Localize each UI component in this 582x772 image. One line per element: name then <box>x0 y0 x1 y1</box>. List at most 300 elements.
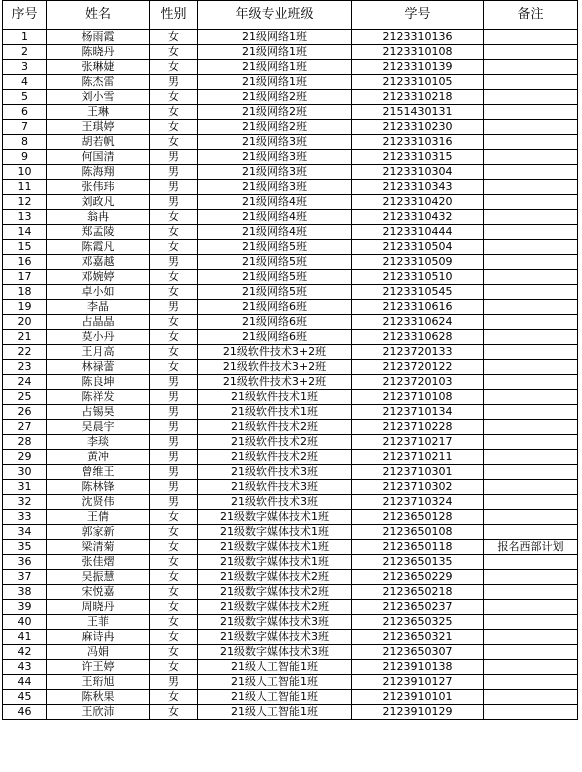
cell-seq: 31 <box>3 480 47 495</box>
cell-class: 21级网络1班 <box>198 60 352 75</box>
cell-note <box>484 180 578 195</box>
cell-student-id: 2123710108 <box>352 390 484 405</box>
table-row <box>3 360 578 375</box>
cell-name: 李晶 <box>47 300 150 315</box>
table-row <box>3 540 578 555</box>
cell-student-id: 2123310420 <box>352 195 484 210</box>
cell-name: 王琪婷 <box>47 120 150 135</box>
cell-seq: 21 <box>3 330 47 345</box>
table-row <box>3 645 578 660</box>
cell-student-id: 2123310509 <box>352 255 484 270</box>
cell-student-id: 2123650237 <box>352 600 484 615</box>
cell-student-id: 2123310510 <box>352 270 484 285</box>
cell-class: 21级数字媒体技术1班 <box>198 555 352 570</box>
table-row <box>3 435 578 450</box>
cell-seq: 23 <box>3 360 47 375</box>
cell-name: 李琰 <box>47 435 150 450</box>
cell-seq: 36 <box>3 555 47 570</box>
cell-seq: 13 <box>3 210 47 225</box>
table-row <box>3 690 578 705</box>
cell-name: 王月高 <box>47 345 150 360</box>
cell-gender: 女 <box>150 630 198 645</box>
table-row <box>3 420 578 435</box>
cell-class: 21级网络2班 <box>198 120 352 135</box>
cell-note <box>484 570 578 585</box>
cell-note <box>484 420 578 435</box>
cell-name: 陈杰雷 <box>47 75 150 90</box>
cell-class: 21级人工智能1班 <box>198 705 352 720</box>
cell-student-id: 2123710228 <box>352 420 484 435</box>
cell-name: 陈霞凡 <box>47 240 150 255</box>
cell-class: 21级网络1班 <box>198 75 352 90</box>
cell-class: 21级网络6班 <box>198 300 352 315</box>
cell-gender: 男 <box>150 435 198 450</box>
cell-seq: 37 <box>3 570 47 585</box>
header-class: 年级专业班级 <box>198 1 352 30</box>
cell-student-id: 2123650229 <box>352 570 484 585</box>
cell-name: 邓婉婷 <box>47 270 150 285</box>
cell-gender: 男 <box>150 150 198 165</box>
cell-note <box>484 195 578 210</box>
cell-student-id: 2123910127 <box>352 675 484 690</box>
table-row <box>3 375 578 390</box>
cell-gender: 女 <box>150 645 198 660</box>
cell-note <box>484 225 578 240</box>
cell-student-id: 2123710217 <box>352 435 484 450</box>
cell-student-id: 2123710302 <box>352 480 484 495</box>
cell-student-id: 2123650135 <box>352 555 484 570</box>
cell-note <box>484 75 578 90</box>
cell-class: 21级网络3班 <box>198 135 352 150</box>
cell-seq: 45 <box>3 690 47 705</box>
cell-name: 王珩旭 <box>47 675 150 690</box>
cell-name: 陈秋果 <box>47 690 150 705</box>
cell-class: 21级网络4班 <box>198 195 352 210</box>
cell-gender: 女 <box>150 540 198 555</box>
cell-class: 21级人工智能1班 <box>198 660 352 675</box>
cell-class: 21级网络3班 <box>198 180 352 195</box>
cell-student-id: 2123310343 <box>352 180 484 195</box>
cell-seq: 20 <box>3 315 47 330</box>
cell-name: 杨雨霞 <box>47 30 150 45</box>
cell-seq: 11 <box>3 180 47 195</box>
cell-class: 21级数字媒体技术2班 <box>198 570 352 585</box>
table-row <box>3 390 578 405</box>
cell-gender: 女 <box>150 330 198 345</box>
table-row <box>3 345 578 360</box>
cell-seq: 15 <box>3 240 47 255</box>
cell-class: 21级数字媒体技术3班 <box>198 630 352 645</box>
table-row <box>3 660 578 675</box>
cell-student-id: 2123650108 <box>352 525 484 540</box>
cell-gender: 女 <box>150 510 198 525</box>
cell-note <box>484 630 578 645</box>
table-row <box>3 60 578 75</box>
cell-class: 21级网络5班 <box>198 240 352 255</box>
cell-note <box>484 555 578 570</box>
cell-seq: 10 <box>3 165 47 180</box>
cell-seq: 4 <box>3 75 47 90</box>
cell-class: 21级数字媒体技术3班 <box>198 645 352 660</box>
cell-class: 21级数字媒体技术2班 <box>198 600 352 615</box>
cell-seq: 32 <box>3 495 47 510</box>
table-row <box>3 300 578 315</box>
cell-gender: 女 <box>150 105 198 120</box>
cell-seq: 44 <box>3 675 47 690</box>
cell-note <box>484 315 578 330</box>
cell-note <box>484 360 578 375</box>
cell-note <box>484 510 578 525</box>
cell-name: 郭家新 <box>47 525 150 540</box>
cell-student-id: 2123310230 <box>352 120 484 135</box>
header-name: 姓名 <box>47 1 150 30</box>
table-row <box>3 615 578 630</box>
cell-note <box>484 270 578 285</box>
cell-name: 陈良坤 <box>47 375 150 390</box>
cell-student-id: 2123310616 <box>352 300 484 315</box>
table-row <box>3 450 578 465</box>
cell-gender: 女 <box>150 555 198 570</box>
cell-note <box>484 405 578 420</box>
cell-class: 21级软件技术2班 <box>198 435 352 450</box>
cell-student-id: 2123710301 <box>352 465 484 480</box>
cell-gender: 女 <box>150 705 198 720</box>
cell-note <box>484 690 578 705</box>
cell-gender: 男 <box>150 165 198 180</box>
cell-note <box>484 165 578 180</box>
cell-student-id: 2123310105 <box>352 75 484 90</box>
table-row <box>3 285 578 300</box>
cell-class: 21级网络1班 <box>198 45 352 60</box>
cell-class: 21级数字媒体技术2班 <box>198 585 352 600</box>
cell-class: 21级网络5班 <box>198 270 352 285</box>
cell-name: 陈林锋 <box>47 480 150 495</box>
cell-gender: 女 <box>150 585 198 600</box>
cell-name: 卓小如 <box>47 285 150 300</box>
cell-seq: 12 <box>3 195 47 210</box>
cell-class: 21级网络5班 <box>198 285 352 300</box>
cell-note <box>484 60 578 75</box>
cell-note <box>484 255 578 270</box>
header-note: 备注 <box>484 1 578 30</box>
cell-note <box>484 240 578 255</box>
cell-class: 21级网络5班 <box>198 255 352 270</box>
table-row <box>3 240 578 255</box>
cell-note <box>484 705 578 720</box>
table-row <box>3 150 578 165</box>
cell-note <box>484 600 578 615</box>
table-row <box>3 315 578 330</box>
cell-class: 21级网络6班 <box>198 315 352 330</box>
cell-seq: 41 <box>3 630 47 645</box>
cell-seq: 34 <box>3 525 47 540</box>
cell-name: 王琳 <box>47 105 150 120</box>
cell-gender: 男 <box>150 450 198 465</box>
cell-class: 21级软件技术2班 <box>198 420 352 435</box>
cell-seq: 46 <box>3 705 47 720</box>
cell-class: 21级软件技术3+2班 <box>198 375 352 390</box>
table-row <box>3 105 578 120</box>
cell-class: 21级软件技术3+2班 <box>198 360 352 375</box>
cell-class: 21级数字媒体技术1班 <box>198 510 352 525</box>
cell-note <box>484 390 578 405</box>
cell-seq: 3 <box>3 60 47 75</box>
cell-note <box>484 465 578 480</box>
cell-student-id: 2123910101 <box>352 690 484 705</box>
cell-gender: 女 <box>150 60 198 75</box>
cell-note <box>484 375 578 390</box>
table-row <box>3 405 578 420</box>
cell-student-id: 2123310108 <box>352 45 484 60</box>
cell-name: 张琳婕 <box>47 60 150 75</box>
table-row <box>3 30 578 45</box>
cell-gender: 女 <box>150 120 198 135</box>
cell-student-id: 2123720133 <box>352 345 484 360</box>
table-row <box>3 630 578 645</box>
cell-name: 吴晨宇 <box>47 420 150 435</box>
table-row <box>3 585 578 600</box>
cell-student-id: 2123310304 <box>352 165 484 180</box>
cell-name: 张伟玮 <box>47 180 150 195</box>
cell-seq: 33 <box>3 510 47 525</box>
cell-gender: 女 <box>150 285 198 300</box>
cell-student-id: 2151430131 <box>352 105 484 120</box>
cell-note <box>484 585 578 600</box>
table-row <box>3 210 578 225</box>
cell-class: 21级人工智能1班 <box>198 690 352 705</box>
cell-class: 21级软件技术1班 <box>198 405 352 420</box>
cell-note <box>484 660 578 675</box>
cell-seq: 1 <box>3 30 47 45</box>
cell-gender: 女 <box>150 690 198 705</box>
cell-note <box>484 645 578 660</box>
cell-name: 陈晓丹 <box>47 45 150 60</box>
cell-name: 宋悦嘉 <box>47 585 150 600</box>
cell-class: 21级网络4班 <box>198 225 352 240</box>
cell-class: 21级软件技术3班 <box>198 495 352 510</box>
table-body <box>3 30 578 720</box>
cell-seq: 19 <box>3 300 47 315</box>
cell-note: 报名西部计划 <box>484 540 578 555</box>
cell-student-id: 2123310315 <box>352 150 484 165</box>
cell-student-id: 2123310624 <box>352 315 484 330</box>
cell-note <box>484 480 578 495</box>
cell-seq: 22 <box>3 345 47 360</box>
cell-student-id: 2123710211 <box>352 450 484 465</box>
cell-seq: 43 <box>3 660 47 675</box>
cell-class: 21级网络4班 <box>198 210 352 225</box>
cell-name: 占锡昊 <box>47 405 150 420</box>
cell-seq: 30 <box>3 465 47 480</box>
cell-name: 翁冉 <box>47 210 150 225</box>
cell-gender: 男 <box>150 300 198 315</box>
table-row <box>3 90 578 105</box>
cell-seq: 26 <box>3 405 47 420</box>
cell-note <box>484 345 578 360</box>
cell-student-id: 2123310504 <box>352 240 484 255</box>
cell-class: 21级软件技术2班 <box>198 450 352 465</box>
cell-gender: 女 <box>150 210 198 225</box>
table-row <box>3 480 578 495</box>
cell-gender: 男 <box>150 480 198 495</box>
cell-gender: 女 <box>150 525 198 540</box>
cell-gender: 女 <box>150 315 198 330</box>
cell-note <box>484 30 578 45</box>
cell-seq: 7 <box>3 120 47 135</box>
cell-student-id: 2123310545 <box>352 285 484 300</box>
cell-gender: 男 <box>150 75 198 90</box>
cell-gender: 男 <box>150 465 198 480</box>
cell-note <box>484 435 578 450</box>
cell-student-id: 2123720103 <box>352 375 484 390</box>
cell-name: 冯娟 <box>47 645 150 660</box>
cell-name: 刘政凡 <box>47 195 150 210</box>
table-row <box>3 510 578 525</box>
table-row <box>3 465 578 480</box>
table-row <box>3 120 578 135</box>
cell-seq: 16 <box>3 255 47 270</box>
cell-name: 陈祥发 <box>47 390 150 405</box>
cell-seq: 5 <box>3 90 47 105</box>
cell-student-id: 2123650321 <box>352 630 484 645</box>
cell-name: 沈贤伟 <box>47 495 150 510</box>
cell-class: 21级软件技术3班 <box>198 480 352 495</box>
table-row <box>3 675 578 690</box>
table-row <box>3 270 578 285</box>
cell-gender: 男 <box>150 180 198 195</box>
cell-seq: 27 <box>3 420 47 435</box>
cell-seq: 9 <box>3 150 47 165</box>
cell-seq: 6 <box>3 105 47 120</box>
cell-gender: 男 <box>150 495 198 510</box>
cell-name: 王欣沛 <box>47 705 150 720</box>
cell-gender: 女 <box>150 240 198 255</box>
cell-name: 邓嘉越 <box>47 255 150 270</box>
cell-class: 21级网络3班 <box>198 165 352 180</box>
cell-class: 21级网络2班 <box>198 105 352 120</box>
cell-seq: 28 <box>3 435 47 450</box>
cell-name: 郑孟陵 <box>47 225 150 240</box>
cell-name: 胡若帆 <box>47 135 150 150</box>
cell-gender: 男 <box>150 195 198 210</box>
cell-seq: 29 <box>3 450 47 465</box>
cell-class: 21级数字媒体技术1班 <box>198 525 352 540</box>
cell-name: 占晶晶 <box>47 315 150 330</box>
cell-name: 王倩 <box>47 510 150 525</box>
table-row <box>3 555 578 570</box>
cell-note <box>484 330 578 345</box>
cell-gender: 女 <box>150 45 198 60</box>
header-gender: 性别 <box>150 1 198 30</box>
cell-class: 21级人工智能1班 <box>198 675 352 690</box>
cell-class: 21级网络2班 <box>198 90 352 105</box>
cell-student-id: 2123910138 <box>352 660 484 675</box>
table-row <box>3 225 578 240</box>
cell-gender: 男 <box>150 390 198 405</box>
cell-name: 黄冲 <box>47 450 150 465</box>
cell-gender: 男 <box>150 405 198 420</box>
cell-class: 21级网络1班 <box>198 30 352 45</box>
cell-name: 刘小雪 <box>47 90 150 105</box>
table-row <box>3 705 578 720</box>
cell-student-id: 2123650218 <box>352 585 484 600</box>
cell-note <box>484 300 578 315</box>
cell-student-id: 2123310136 <box>352 30 484 45</box>
table-row <box>3 195 578 210</box>
cell-seq: 17 <box>3 270 47 285</box>
cell-student-id: 2123650118 <box>352 540 484 555</box>
cell-name: 王菲 <box>47 615 150 630</box>
cell-name: 麻诗冉 <box>47 630 150 645</box>
cell-student-id: 2123720122 <box>352 360 484 375</box>
cell-gender: 女 <box>150 570 198 585</box>
table-row <box>3 165 578 180</box>
cell-student-id: 2123310218 <box>352 90 484 105</box>
cell-student-id: 2123710324 <box>352 495 484 510</box>
table-row <box>3 600 578 615</box>
cell-student-id: 2123650128 <box>352 510 484 525</box>
cell-note <box>484 135 578 150</box>
cell-name: 许王婷 <box>47 660 150 675</box>
cell-note <box>484 615 578 630</box>
cell-class: 21级网络6班 <box>198 330 352 345</box>
student-roster-table <box>2 0 578 720</box>
cell-student-id: 2123310432 <box>352 210 484 225</box>
cell-seq: 24 <box>3 375 47 390</box>
cell-class: 21级软件技术1班 <box>198 390 352 405</box>
cell-name: 何国清 <box>47 150 150 165</box>
cell-gender: 男 <box>150 255 198 270</box>
cell-student-id: 2123650325 <box>352 615 484 630</box>
cell-note <box>484 450 578 465</box>
cell-seq: 2 <box>3 45 47 60</box>
table-row <box>3 45 578 60</box>
cell-seq: 38 <box>3 585 47 600</box>
cell-student-id: 2123910129 <box>352 705 484 720</box>
table-row <box>3 180 578 195</box>
cell-note <box>484 210 578 225</box>
cell-name: 莫小丹 <box>47 330 150 345</box>
cell-gender: 女 <box>150 660 198 675</box>
cell-student-id: 2123310628 <box>352 330 484 345</box>
cell-name: 张佳熠 <box>47 555 150 570</box>
cell-student-id: 2123310139 <box>352 60 484 75</box>
cell-student-id: 2123650307 <box>352 645 484 660</box>
cell-name: 梁清菊 <box>47 540 150 555</box>
header-student-id: 学号 <box>352 1 484 30</box>
cell-name: 曾维王 <box>47 465 150 480</box>
cell-gender: 女 <box>150 615 198 630</box>
cell-note <box>484 495 578 510</box>
table-row <box>3 75 578 90</box>
cell-gender: 男 <box>150 375 198 390</box>
cell-seq: 25 <box>3 390 47 405</box>
header-row <box>3 1 578 30</box>
cell-gender: 女 <box>150 135 198 150</box>
header-seq: 序号 <box>3 1 47 30</box>
table-row <box>3 135 578 150</box>
cell-gender: 男 <box>150 420 198 435</box>
cell-class: 21级数字媒体技术1班 <box>198 540 352 555</box>
table-row <box>3 255 578 270</box>
cell-class: 21级网络3班 <box>198 150 352 165</box>
cell-seq: 39 <box>3 600 47 615</box>
cell-gender: 女 <box>150 360 198 375</box>
cell-name: 吴振慧 <box>47 570 150 585</box>
cell-student-id: 2123710134 <box>352 405 484 420</box>
cell-student-id: 2123310316 <box>352 135 484 150</box>
cell-gender: 女 <box>150 270 198 285</box>
